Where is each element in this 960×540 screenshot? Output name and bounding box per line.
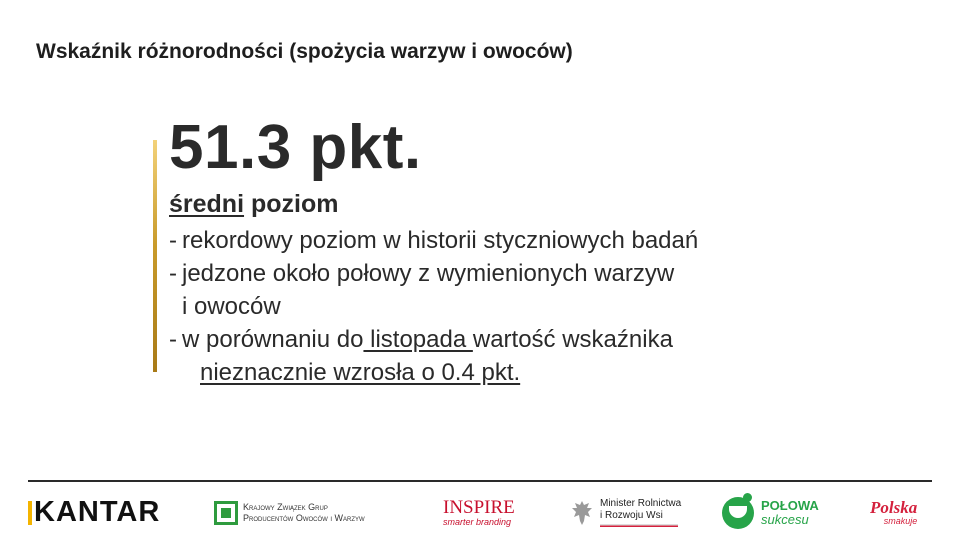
bullet-text: wartość wskaźnika [472, 326, 673, 353]
gold-accent-bar [153, 140, 157, 372]
bullet-continuation [169, 356, 698, 389]
bullet-list [169, 224, 698, 389]
eagle-emblem-icon [570, 499, 594, 527]
bullet-dash: - [169, 260, 177, 287]
bowl-circle-icon [722, 497, 754, 529]
polska-line2: smakuje [883, 516, 918, 526]
bullet-text: w porównaniu do [182, 326, 364, 353]
kzgpowiw-logo [214, 490, 365, 535]
polish-flag-stripe [600, 524, 678, 527]
bullet-continuation [169, 290, 698, 323]
ministry-line1: Minister Rolnictwa [600, 498, 682, 509]
ministry-text [600, 498, 681, 527]
bullet-item [169, 257, 698, 290]
inspire-logo [443, 490, 515, 535]
kantar-text: KANTAR [34, 496, 161, 528]
polowa-text [761, 499, 819, 527]
bullet-text: i owoców [182, 293, 281, 320]
polska-smakuje-logo [870, 490, 917, 535]
polowa-sukcesu-logo [722, 490, 819, 535]
slide-title: Wskaźnik różnorodności (spożycia warzyw i owoców) [36, 40, 573, 63]
kzg-text [243, 502, 365, 524]
bullet-item [169, 323, 698, 356]
ministry-logo [570, 490, 681, 535]
level-word: średni [169, 190, 245, 218]
bullet-text: rekordowy poziom w historii styczniowych badań [182, 227, 699, 254]
ministry-line2: i Rozwoju Wsi [600, 510, 663, 521]
underlined-month: listopada [363, 326, 473, 353]
polowa-line1: POŁOWA [761, 497, 819, 513]
inspire-tagline: smarter branding [443, 517, 512, 527]
indicator-value: 51.3 pkt. [169, 113, 422, 182]
kzg-line2: Producentów Owoców i Warzyw [243, 512, 365, 523]
footer-divider [28, 480, 932, 482]
partner-logos [0, 490, 960, 535]
underlined-change: nieznacznie wzrosła o 0.4 pkt. [200, 359, 521, 386]
kzg-line1: Krajowy Związek Grup [243, 501, 328, 512]
kantar-bar-icon [28, 501, 32, 525]
inspire-name: INSPIRE [443, 497, 515, 518]
bullet-dash: - [169, 227, 177, 254]
kantar-logo [28, 490, 160, 535]
level-label [169, 190, 338, 219]
polska-line1: Polska [870, 498, 918, 517]
bullet-item [169, 224, 698, 257]
bullet-text: jedzone około połowy z wymienionych warzyw [182, 260, 675, 287]
kzg-square-icon [214, 501, 238, 525]
bullet-dash: - [169, 326, 177, 353]
polowa-line2: sukcesu [761, 511, 809, 527]
level-rest: poziom [244, 190, 339, 218]
